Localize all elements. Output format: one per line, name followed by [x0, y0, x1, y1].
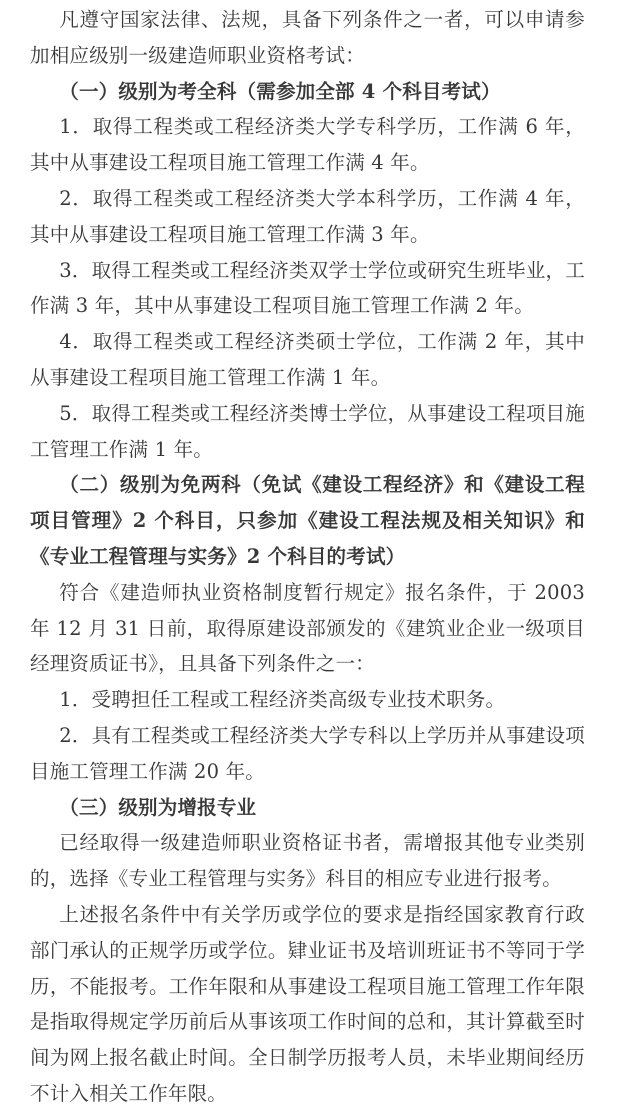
document-body [30, 2, 585, 1112]
requirement-item-1: 1．取得工程类或工程经济类大学专科学历，工作满 6 年，其中从事建设工程项目施工管理工作满 4 年。 [30, 115, 585, 175]
requirement-item-2: 2．取得工程类或工程经济类大学本科学历，工作满 4 年，其中从事建设工程项目施工管理工作满 3 年。 [30, 186, 585, 246]
requirement-item-4: 4．取得工程类或工程经济类硕士学位，工作满 2 年，其中从事建设工程项目施工管理工作满 1 年。 [30, 330, 585, 389]
intro-paragraph: 凡遵守国家法律、法规，具备下列条件之一者，可以申请参加相应级别一级建造师职业资格考试： [30, 8, 585, 67]
exemption-condition-item-1: 1．受聘担任工程或工程经济类高级专业技术职务。 [59, 688, 506, 712]
education-requirement-paragraph: 上述报名条件中有关学历或学位的要求是指经国家教育行政部门承认的正规学历或学位。肄业证书及培训班证书不等同于学历，不能报考。工作年限和从事建设工程项目施工管理工作年限是指取得规定学历前后从事该项工作时间的总和，其计算截至时间为网上报名截止时间。全日制学历报考人员，未毕业期间经历不计入相关工作年限。 [30, 902, 585, 1105]
section-heading-exempt-two: （二）级别为免两科（免试《建设工程经济》和《建设工程项目管理》2 个科目，只参加《建设工程法规及相关知识》和《专业工程管理与实务》2 个科目的考试） [30, 473, 585, 568]
section-heading-full-subjects: （一）级别为考全科（需参加全部 4 个科目考试） [59, 79, 501, 103]
additional-major-paragraph: 已经取得一级建造师职业资格证书者，需增报其他专业类别的，选择《专业工程管理与实务》科目的相应专业进行报考。 [30, 831, 585, 891]
section-heading-additional-major: （三）级别为增报专业 [59, 795, 257, 819]
requirement-item-3: 3．取得工程类或工程经济类双学士学位或研究生班毕业，工作满 3 年，其中从事建设工程项目施工管理工作满 2 年。 [30, 258, 585, 318]
exemption-conditions-paragraph: 符合《建造师执业资格制度暂行规定》报名条件，于 2003 年 12 月 31 日前，取得原建设部颁发的《建筑业企业一级项目经理资质证书》，且具备下列条件之一： [30, 580, 585, 676]
requirement-item-5: 5．取得工程类或工程经济类博士学位，从事建设工程项目施工管理工作满 1 年。 [30, 401, 585, 461]
exemption-condition-item-2: 2．具有工程类或工程经济类大学专科以上学历并从事建设项目施工管理工作满 20 年。 [30, 723, 585, 783]
